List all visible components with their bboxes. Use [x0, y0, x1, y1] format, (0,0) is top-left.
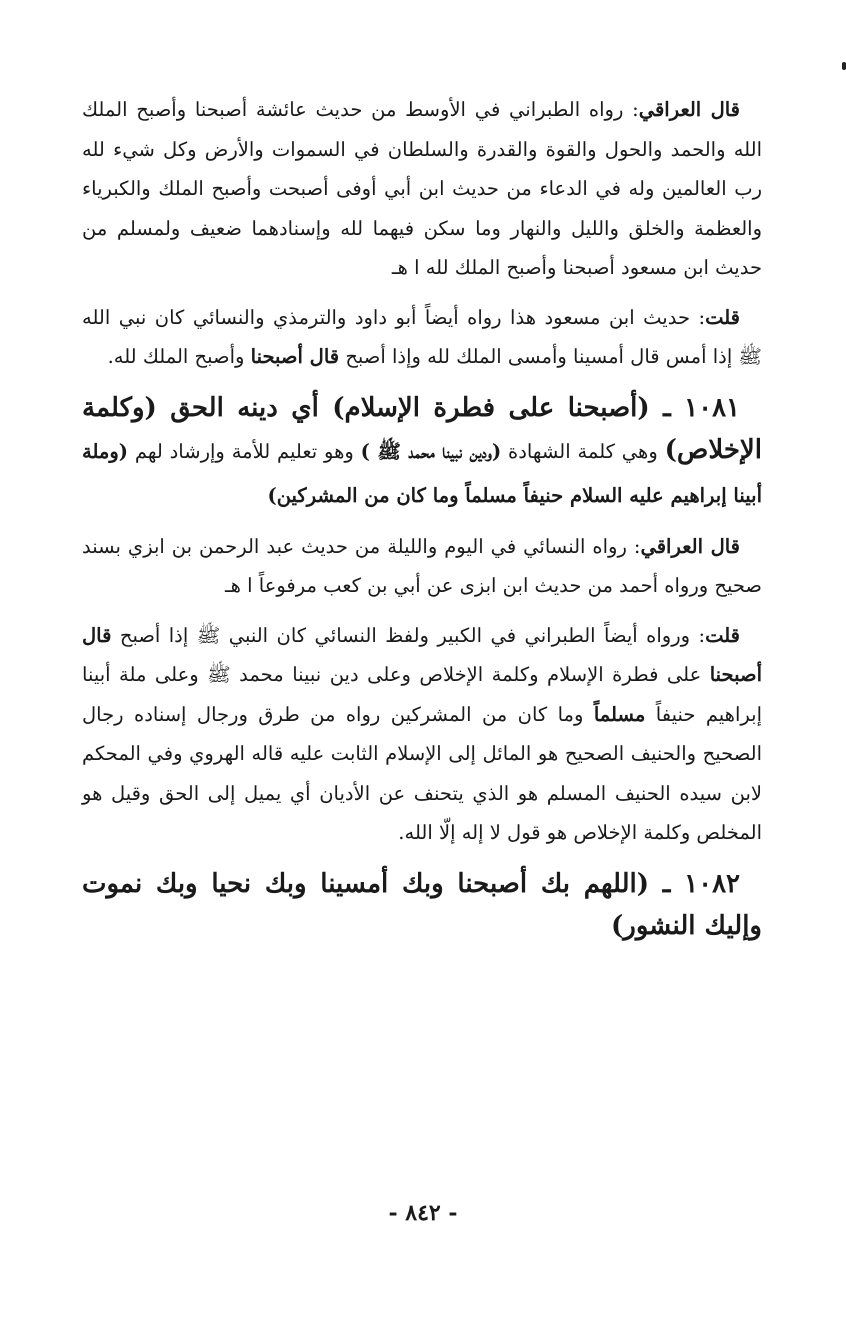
entry-gloss: وهي كلمة الشهادة	[501, 439, 665, 463]
note-text-end: وأصبح الملك لله.	[107, 345, 251, 368]
note-bold: قال أصبحنا	[82, 623, 762, 686]
note-label: قلت	[705, 305, 740, 329]
comment-label: قال العراقي	[638, 98, 740, 121]
note-label: قلت	[705, 623, 740, 647]
entry-quote-3: (وملة أبينا إبراهيم عليه السلام حنيفاً مسلماً وما كان من المشركين)	[82, 439, 762, 507]
author-note-1	[82, 298, 762, 377]
page-number: - ٨٤٢ -	[388, 1200, 458, 1226]
comment-text: : رواه النسائي في اليوم والليلة من حديث عبد الرحمن بن ابزي بسند صحيح ورواه أحمد من حديث ابن ابزى عن أبي بن كعب مرفوعاً ا هـ	[82, 534, 762, 597]
entry-number: ١٠٨٢ ـ	[662, 868, 741, 899]
entry-number: ١٠٨١ ـ	[663, 392, 741, 423]
iraqi-comment-1	[82, 90, 762, 288]
entry-1082	[82, 863, 762, 947]
page-content	[82, 90, 762, 957]
page-edge-mark	[842, 62, 846, 70]
entry-quote-2: (ودين نبينا محمد ﷺ )	[360, 439, 502, 463]
comment-text: : رواه الطبراني في الأوسط من حديث عائشة أصبحنا وأصبح الملك الله والحمد والحول والقوة والقدرة والسلطان في السموات والأرض وكل شيء لله رب العالمين وله في الدعاء من حديث ابن أبي أوفى أصبحت وأصبح الملك والكبرياء والعظمة والخلق والليل والنهار وما سكن فيهما لله وإسنادهما ضعيف ولمسلم من حديث ابن مسعود أصبحنا وأصبح الملك لله ا هـ	[82, 98, 762, 279]
note-bold: قال أصبحنا	[250, 345, 340, 368]
entry-1081	[82, 387, 762, 517]
iraqi-comment-2	[82, 527, 762, 606]
note-text-middle: على فطرة الإسلام وكلمة الإخلاص وعلى دين نبينا محمد ﷺ وعلى ملة أبينا إبراهيم حنيفاً	[82, 663, 762, 726]
note-bold-2: مسلماً	[593, 702, 646, 726]
note-text: : حديث ابن مسعود هذا رواه أيضاً أبو داود والترمذي والنسائي كان نبي الله ﷺ إذا أمس قال أمسينا وأمسى الملك لله وإذا أصبح	[82, 305, 762, 368]
note-text-end: وما كان من المشركين رواه من طرق ورجال إسناده رجال الصحيح والحنيف الصحيح هو المائل إلى الإسلام الثابت عليه قاله الهروي وفي المحكم لابن سيده الحنيف المسلم هو الذي يتحنف عن الأديان أي يميل إلى الحق وقيل هو المخلص وكلمة الإخلاص هو قول لا إله إلّا الله.	[82, 702, 762, 844]
entry-quote: (أصبحنا على فطرة الإسلام) أي دينه الحق (وكلمة الإخلاص)	[82, 392, 762, 465]
entry-gloss-2: وهو تعليم للأمة وإرشاد لهم	[128, 439, 361, 463]
comment-label: قال العراقي	[640, 534, 740, 558]
author-note-2	[82, 616, 762, 853]
note-text: : ورواه أيضاً الطبراني في الكبير ولفظ النسائي كان النبي ﷺ إذا أصبح	[111, 623, 706, 647]
entry-quote: (اللهم بك أصبحنا وبك أمسينا وبك نحيا وبك نموت وإليك النشور)	[82, 868, 762, 941]
